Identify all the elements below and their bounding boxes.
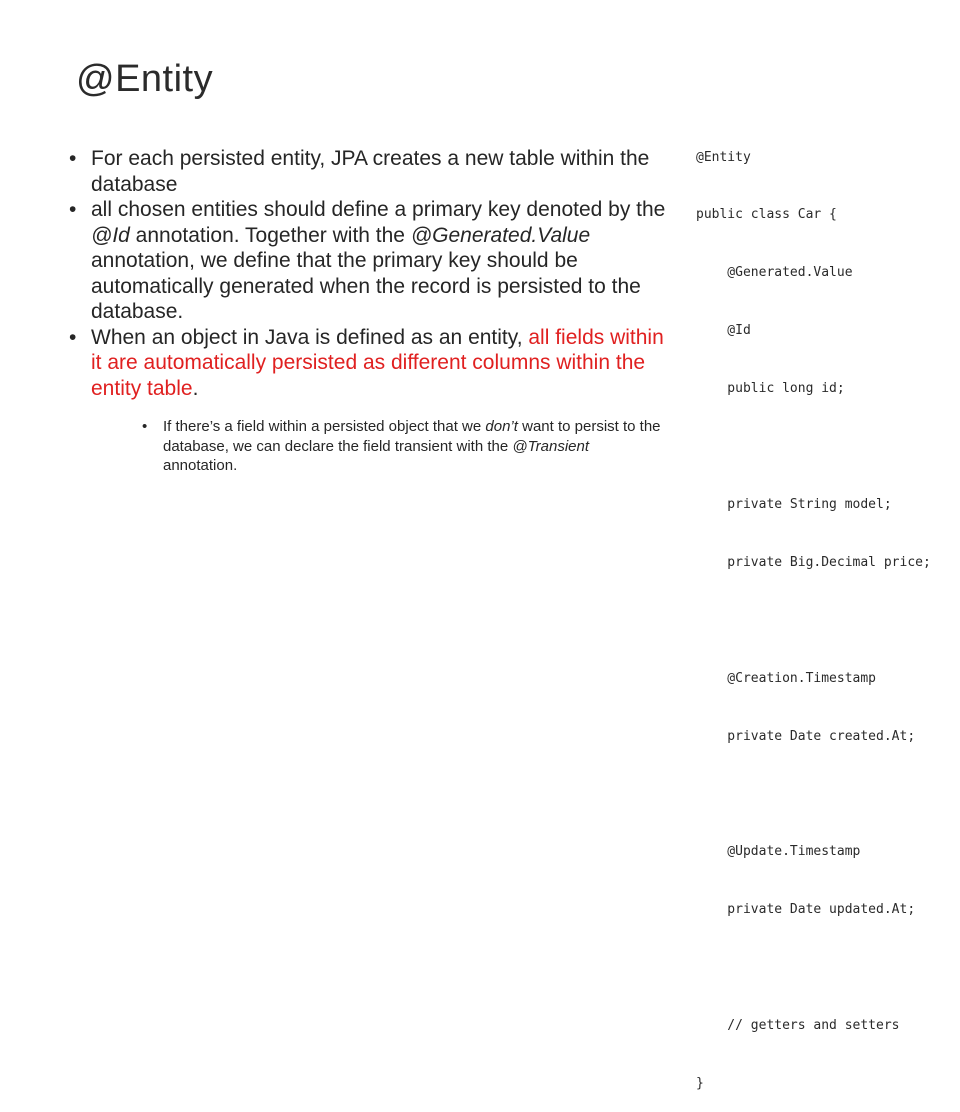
code-line: @Entity	[696, 149, 751, 165]
bullet-dot: •	[69, 147, 77, 170]
code-line: private Big.Decimal price;	[696, 554, 931, 570]
code-line	[696, 958, 931, 977]
bullet-list	[66, 146, 678, 476]
code-line: public class Car {	[696, 207, 837, 223]
code-line: @Id	[696, 323, 751, 339]
bullet-text: all chosen entities should define a primary key denoted by the	[91, 198, 666, 221]
bullet-item-2	[66, 197, 678, 325]
bullet-text: annotation.	[163, 457, 238, 474]
code-line: public long id;	[696, 381, 845, 397]
code-line	[696, 611, 931, 630]
bullet-text: For each persisted entity, JPA creates a new table within the database	[91, 147, 650, 196]
code-line: private Date created.At;	[696, 728, 916, 744]
id-annotation: @Id	[91, 223, 130, 247]
bullet-item-1	[66, 146, 678, 197]
slide-title: @Entity	[76, 58, 214, 100]
code-line: // getters and setters	[696, 1017, 900, 1033]
highlighted-text: all fields within it are automatically persisted as different columns within the entity table	[91, 325, 664, 400]
code-line: private Date updated.At;	[696, 902, 916, 918]
bullet-text: If there’s a field within a persisted object that we	[163, 418, 486, 435]
code-line: @Creation.Timestamp	[696, 670, 877, 686]
transient-annotation: @Transient	[512, 437, 590, 455]
code-line: @Update.Timestamp	[696, 844, 861, 860]
bullet-dot: •	[69, 325, 77, 349]
code-line: private String model;	[696, 496, 892, 512]
code-line: }	[696, 1075, 704, 1091]
code-line	[696, 784, 931, 803]
bullet-text: want to persist to the database, we can declare the field transient with the	[163, 418, 661, 455]
code-line: @Generated.Value	[696, 265, 853, 281]
bullet-item-3	[66, 325, 678, 402]
bullet-text: annotation. Together with the	[129, 223, 411, 247]
bullet-dot: •	[69, 198, 77, 221]
generated-value-annotation: @Generated.Value	[410, 223, 591, 247]
bullet-dot: •	[142, 418, 148, 435]
bullet-text: When an object in Java is defined as an entity,	[91, 325, 529, 349]
code-block	[696, 109, 931, 1112]
dont-emphasis: don’t	[485, 418, 518, 435]
code-line	[696, 437, 931, 456]
bullet-text: annotation, we define that the primary key should be automatically generated when the record is persisted to the database.	[91, 249, 641, 323]
bullet-text: .	[192, 376, 199, 400]
sub-bullet-item	[138, 417, 663, 476]
